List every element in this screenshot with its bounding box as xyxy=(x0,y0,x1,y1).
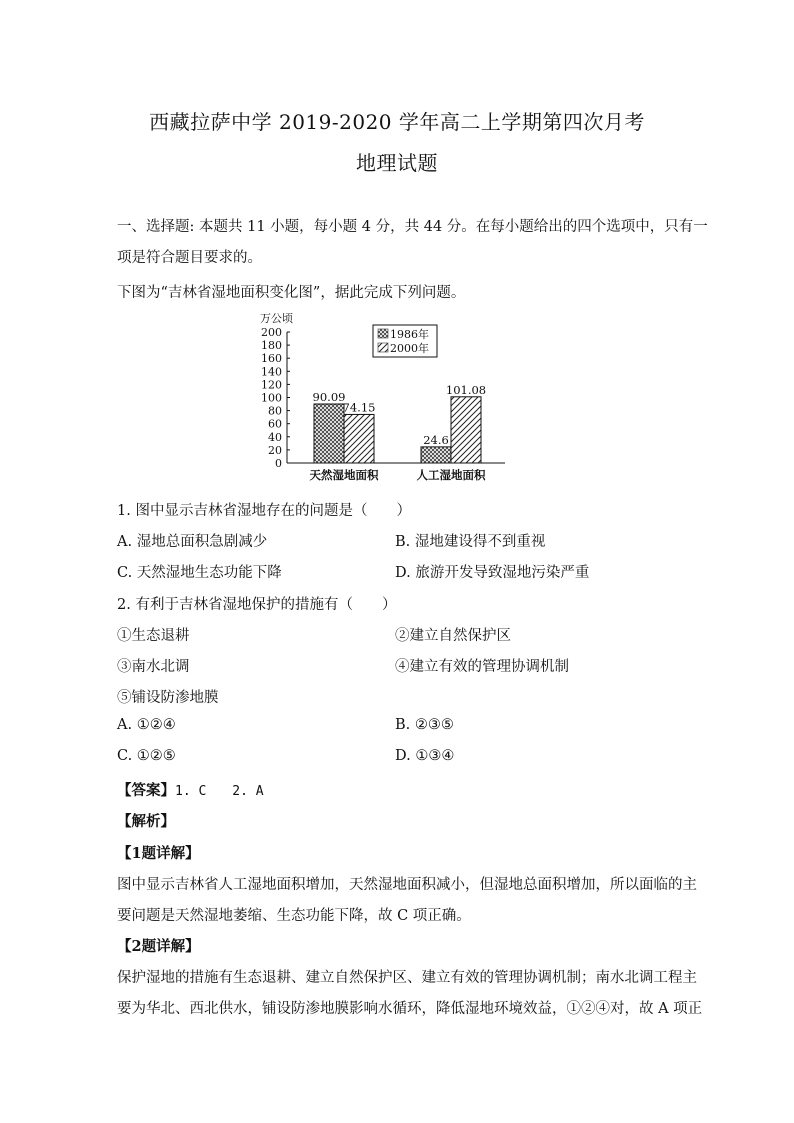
question-2-item-1: ①生态退耕 xyxy=(117,628,190,644)
bar-2000-1 xyxy=(451,397,481,463)
y-tick-label: 160 xyxy=(261,352,282,366)
answer-text: 1. C 2. A xyxy=(175,784,264,799)
x-category-label: 天然湿地面积 xyxy=(309,468,379,482)
bar-data-label: 74.15 xyxy=(342,400,376,415)
exam-title: 西藏拉萨中学 2019-2020 学年高二上学期第四次月考 xyxy=(149,110,645,134)
y-tick-label: 0 xyxy=(275,457,282,470)
bar-1986-0 xyxy=(314,404,344,463)
bar-data-label: 90.09 xyxy=(312,389,346,404)
legend-swatch-1986 xyxy=(378,329,388,338)
analysis-q2-line-2: 要为华北、西北供水，铺设防渗地膜影响水循环，降低湿地环境效益，①②④对，故 A 项正 xyxy=(117,1001,703,1017)
bar-data-label: 24.6 xyxy=(423,432,449,447)
wetland-bar-chart xyxy=(255,308,515,488)
y-tick-label: 180 xyxy=(261,339,282,353)
y-tick-label: 80 xyxy=(268,404,282,418)
section-intro-line-2: 项是符合题目要求的。 xyxy=(117,250,262,266)
question-2-item-5: ⑤铺设防渗地膜 xyxy=(117,690,219,706)
question-2-stem: 2. 有利于吉林省湿地保护的措施有（ ） xyxy=(117,597,397,613)
question-1-option-a[interactable]: A. 湿地总面积急剧减少 xyxy=(117,534,268,550)
exam-subtitle: 地理试题 xyxy=(356,151,438,175)
bar-data-label: 101.08 xyxy=(445,382,487,397)
question-1-option-c[interactable]: C. 天然湿地生态功能下降 xyxy=(117,565,282,581)
y-tick-label: 100 xyxy=(261,391,282,405)
bar-1986-1 xyxy=(421,447,451,463)
analysis-q1-line-2: 要问题是天然湿地萎缩、生态功能下降，故 C 项正确。 xyxy=(117,908,471,924)
figure-intro: 下图为“吉林省湿地面积变化图”，据此完成下列问题。 xyxy=(117,285,466,301)
answer-label: 【答案】 xyxy=(117,782,175,799)
y-tick-label: 140 xyxy=(261,365,282,379)
y-tick-label: 60 xyxy=(268,417,282,431)
y-tick-label: 40 xyxy=(268,430,282,444)
question-2-option-b[interactable]: B. ②③⑤ xyxy=(395,717,454,733)
y-tick-label: 200 xyxy=(261,326,282,339)
y-axis-label: 万公顷 xyxy=(260,312,293,325)
question-2-item-2: ②建立自然保护区 xyxy=(395,628,511,644)
question-2-item-3: ③南水北调 xyxy=(117,659,190,675)
y-tick-label: 120 xyxy=(261,378,282,392)
legend-swatch-2000 xyxy=(378,343,388,352)
analysis-q1-label: 【1题详解】 xyxy=(117,845,200,862)
y-tick-label: 20 xyxy=(268,443,282,457)
analysis-label: 【解析】 xyxy=(117,813,175,830)
analysis-q2-line-1: 保护湿地的措施有生态退耕、建立自然保护区、建立有效的管理协调机制；南水北调工程主 xyxy=(117,970,697,986)
analysis-q1-line-1: 图中显示吉林省人工湿地面积增加，天然湿地面积减小，但湿地总面积增加，所以面临的主 xyxy=(117,877,697,893)
question-2-option-d[interactable]: D. ①③④ xyxy=(395,748,455,764)
question-2-item-4: ④建立有效的管理协调机制 xyxy=(395,659,569,675)
question-1-stem: 1. 图中显示吉林省湿地存在的问题是（ ） xyxy=(117,503,411,519)
legend-label-2000: 2000年 xyxy=(390,342,429,355)
question-2-option-a[interactable]: A. ①②④ xyxy=(117,717,176,733)
bar-2000-0 xyxy=(344,414,374,463)
question-1-option-d[interactable]: D. 旅游开发导致湿地污染严重 xyxy=(395,565,590,581)
chart-legend xyxy=(373,325,437,357)
legend-label-1986: 1986年 xyxy=(390,328,429,341)
answer-line xyxy=(117,779,264,800)
analysis-q2-label: 【2题详解】 xyxy=(117,938,200,955)
question-1-option-b[interactable]: B. 湿地建设得不到重视 xyxy=(395,534,546,550)
x-category-label: 人工湿地面积 xyxy=(416,468,486,482)
section-intro-line-1: 一、选择题: 本题共 11 小题，每小题 4 分，共 44 分。在每小题给出的四个选项中，只有一 xyxy=(117,219,708,235)
question-2-option-c[interactable]: C. ①②⑤ xyxy=(117,748,176,764)
